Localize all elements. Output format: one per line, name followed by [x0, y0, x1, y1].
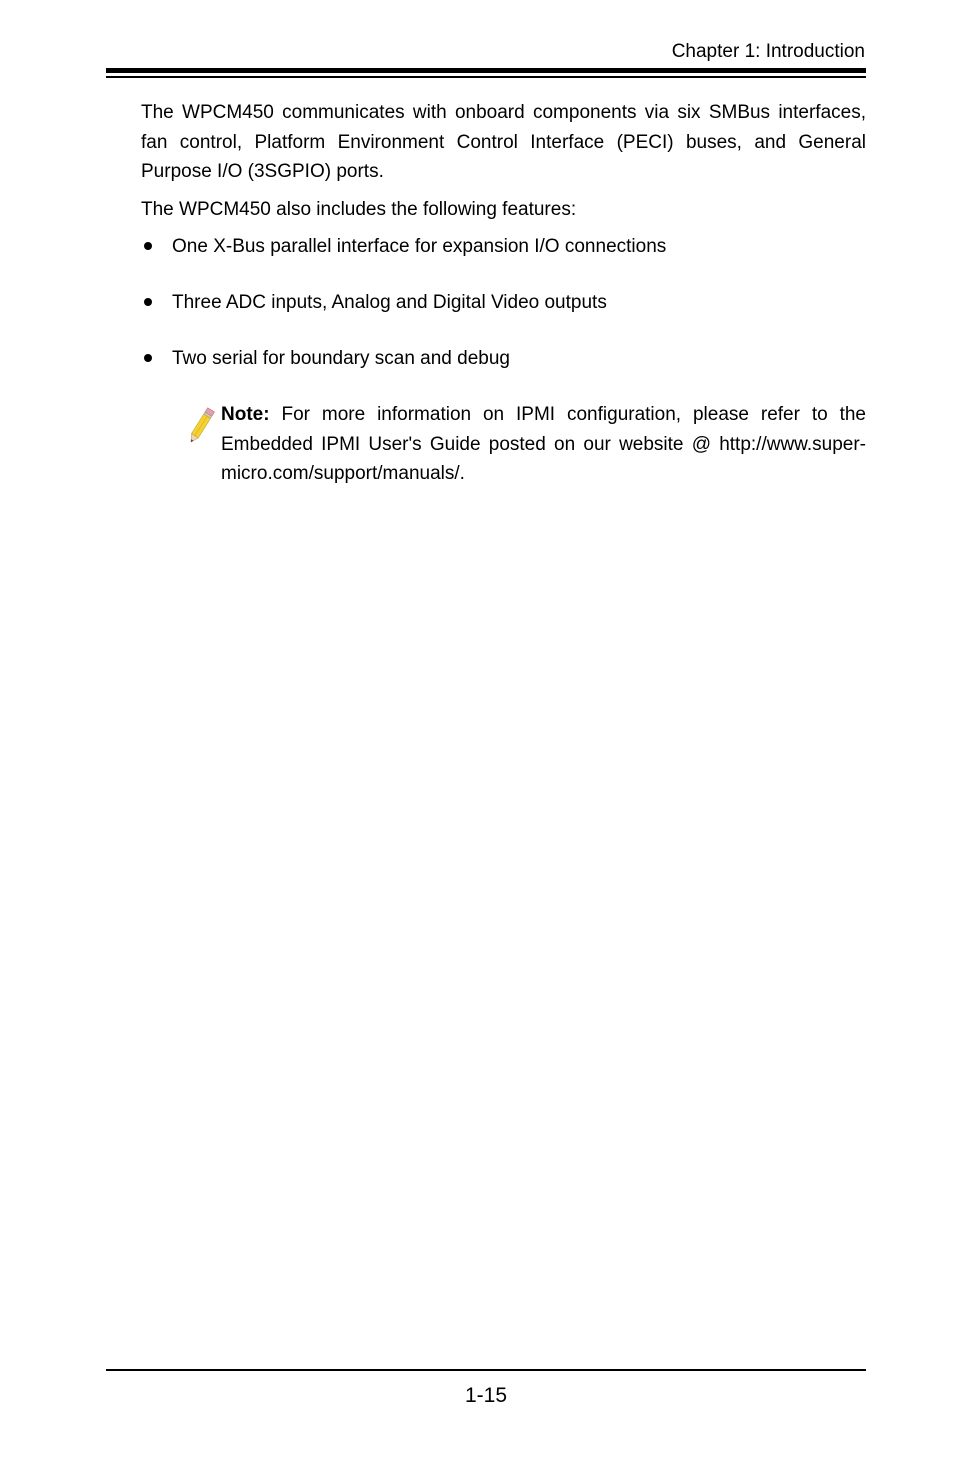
- chapter-header: Chapter 1: Introduction: [671, 41, 865, 62]
- bullet-icon: [144, 298, 152, 306]
- feature-list: [141, 232, 866, 374]
- header-rule-thick: [106, 68, 866, 73]
- intro-paragraph: The WPCM450 communicates with onboard components via six SMBus interfaces, fan control, Platform Environment Control Interface (PECI) buses, and General Purpose I/O (3SGPIO) ports.: [141, 102, 866, 182]
- pencil-icon: [185, 404, 217, 448]
- note-text: [221, 400, 866, 489]
- list-item: [141, 344, 866, 374]
- features-intro-paragraph: The WPCM450 also includes the following features:: [141, 198, 577, 220]
- feature-text: Two serial for boundary scan and debug: [172, 348, 510, 369]
- list-item: [141, 232, 866, 262]
- bullet-icon: [144, 354, 152, 362]
- header-rule-thin: [106, 76, 866, 78]
- note-block: [221, 400, 866, 489]
- note-body: For more information on IPMI configuration, please refer to the Embedded IPMI User's Guide posted on our website @ http://www.super-micro.com/support/manuals/.: [221, 404, 867, 484]
- feature-text: One X-Bus parallel interface for expansion I/O connections: [172, 236, 667, 257]
- feature-text: Three ADC inputs, Analog and Digital Video outputs: [172, 292, 607, 313]
- footer-rule: [106, 1369, 866, 1371]
- note-label: Note:: [221, 404, 270, 425]
- page-content: [141, 98, 866, 489]
- list-item: [141, 288, 866, 318]
- page-number: 1-15: [464, 1384, 508, 1407]
- bullet-icon: [144, 242, 152, 250]
